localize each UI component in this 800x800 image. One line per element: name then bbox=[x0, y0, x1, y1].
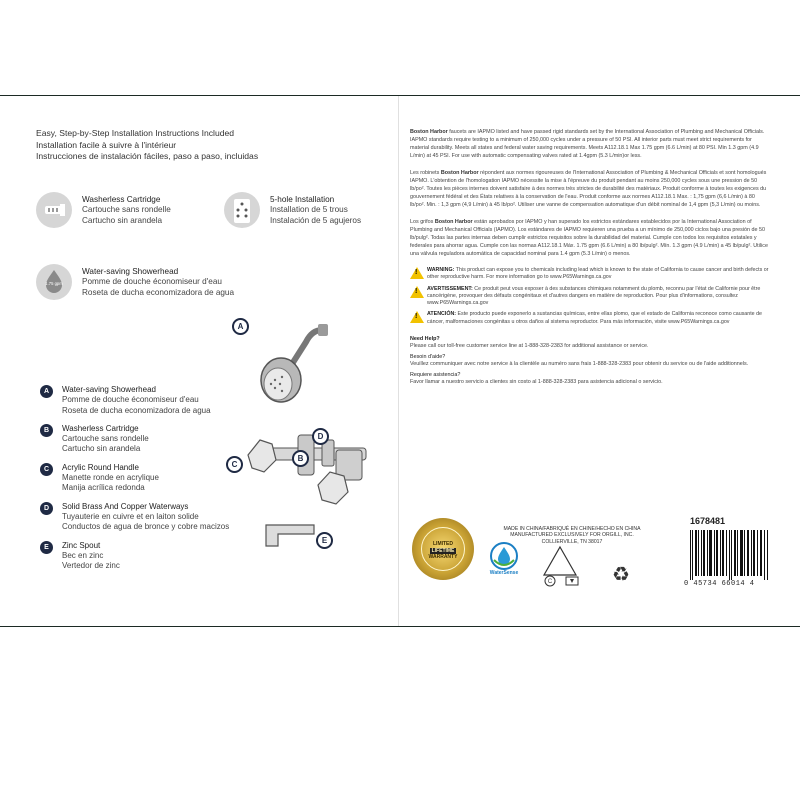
paragraph-text: répondent aux normes rigoureuses de l'International Association of Plumbing & Mechanical Officials et sont homologués IAPMO. L'obtention de l'homologation IAPMO nécessite la mise à l'épreuve du produit pendant au moins 250,000 cycles sous une pression de 50 lb/po². Toutes les pièces internes doivent satisfaire à des normes très strictes de durabilité des matériaux. Produit conforme à toutes les exigences du gouvernement fédéral et des États relatives à la conservation de l'eau. Produit conforme aux normes A112.18.1 Max. : 1,75 gpm (6,6 L/min) à 80 lb/po². Min. : 1,3 gpm (4,9 L/min) à 45 lb/po². Utiliser une vanne de compensation automatique d'un débit nominal de 1,4 gpm (5,3 L/min) ou moins. bbox=[410, 170, 767, 208]
warning-label: ATENCIÓN: bbox=[427, 311, 457, 318]
diagram-label-a: A bbox=[232, 318, 249, 335]
diagram-label-c: C bbox=[226, 456, 243, 473]
feature-es: Roseta de ducha economizadora de agua bbox=[82, 287, 235, 297]
help-question: Need Help? bbox=[410, 336, 440, 343]
barcode bbox=[690, 530, 770, 580]
parts-list bbox=[40, 385, 240, 579]
bottom-rule bbox=[0, 626, 800, 627]
warning-en bbox=[410, 267, 770, 282]
seal-top-text: LIMITED bbox=[433, 541, 453, 547]
badge-b: B bbox=[40, 424, 53, 437]
seal-bottom-text: WARRANTY bbox=[428, 554, 458, 560]
part-es: Manija acrílica redonda bbox=[62, 483, 145, 493]
feature-fr: Pomme de douche économiseur d'eau bbox=[82, 277, 222, 287]
list-item bbox=[40, 385, 240, 416]
feature-title: 5-hole Installation bbox=[270, 195, 335, 204]
help-answer: Veuillez communiquer avec notre service à la clientèle au numéro sans frais 1-888-328-2383 pour obtenir du service ou de l'aide additionnels. bbox=[410, 361, 749, 368]
list-item bbox=[40, 463, 240, 494]
part-es: Conductos de agua de bronce y cobre macizos bbox=[62, 522, 230, 532]
diagram-label-e: E bbox=[316, 532, 333, 549]
paragraph-en bbox=[410, 128, 770, 160]
part-title: Water-saving Showerhead bbox=[62, 385, 156, 394]
diagram-label-b: B bbox=[292, 450, 309, 467]
warning-icon: ! bbox=[410, 286, 424, 298]
warning-icon: ! bbox=[410, 311, 424, 323]
badge-c: C bbox=[40, 463, 53, 476]
paragraph-lead: Los grifos bbox=[410, 219, 435, 225]
lifetime-warranty-seal bbox=[412, 518, 474, 580]
city-text: COLLIERVILLE, TN 38017 bbox=[541, 538, 603, 545]
manufactured-text: MANUFACTURED EXCLUSIVELY FOR ORGILL, INC. bbox=[510, 532, 634, 539]
barcode-number: 0 45734 66014 4 bbox=[684, 580, 755, 588]
manufacturer-info bbox=[492, 526, 652, 545]
warning-label: AVERTISSEMENT: bbox=[427, 285, 473, 292]
recycle-icon: ♻ bbox=[612, 564, 630, 586]
warning-text: Este producto puede exponerlo a sustancias químicas, entre ellas plomo, que el estado de California reconoce como causante de cáncer, malformaciones congénitas u otros daños al sistema reproductor. Para más información, visite www.P65Warnings.ca.gov bbox=[427, 311, 762, 325]
seal-mid-text: LIFETIME bbox=[431, 547, 455, 554]
warning-text: This product can expose you to chemicals including lead which is known to the state of California to cause cancer and birth defects or other reproductive harm. For more information go to www.P65Warnings.ca.gov bbox=[427, 267, 769, 281]
part-es: Vertedor de zinc bbox=[62, 561, 120, 571]
top-rule bbox=[0, 95, 800, 96]
part-fr: Pomme de douche économiseur d'eau bbox=[62, 395, 199, 405]
watersense-logo bbox=[488, 540, 520, 582]
certification-marks bbox=[540, 545, 600, 587]
feature-title: Water-saving Showerhead bbox=[82, 267, 179, 276]
svg-text:C: C bbox=[547, 579, 553, 585]
water-drop-icon bbox=[36, 264, 72, 300]
part-title: Solid Brass And Copper Waterways bbox=[62, 501, 189, 511]
brand-name: Boston Harbor bbox=[440, 170, 479, 176]
warning-label: WARNING: bbox=[427, 267, 455, 273]
header-fr: Installation facile à suivre à l'intérieur bbox=[36, 139, 177, 150]
warning-fr bbox=[410, 286, 770, 308]
badge-a: A bbox=[40, 385, 53, 398]
five-hole-icon bbox=[224, 192, 260, 228]
part-fr: Tuyauterie en cuivre et en laiton solide bbox=[62, 511, 199, 521]
list-item bbox=[40, 424, 240, 455]
feature-fr: Cartouche sans rondelle bbox=[82, 205, 171, 215]
feature-title: Washerless Cartridge bbox=[82, 195, 161, 204]
paragraph-lead: Les robinets bbox=[410, 170, 441, 176]
list-item bbox=[40, 502, 240, 533]
diagram-label-d: D bbox=[312, 428, 329, 445]
help-question: Requiere asistencia? bbox=[410, 371, 461, 378]
faucet-illustration bbox=[226, 320, 376, 560]
part-title: Zinc Spout bbox=[62, 540, 101, 550]
paragraph-text: faucets are IAPMO listed and have passed rigid standards set by the International Association of Plumbing and Mechanical Officials. IAPMO standards require testing to a minimum of 250,000 cycles under a pressure of 50 PSI. All interior parts must meet strict requirements for material durability. Meets all states and federal water saving requirements. Meets A112.18.1 Max 1.75 gpm (6.6 L/min) at 80 PSI. Min 1.3 gpm (4.9 L/min) at 45 PSI. For use with automatic compensating valves rated at 1.4gpm (5.3 L/min)or less. bbox=[410, 129, 765, 159]
part-es: Roseta de ducha economizadora de agua bbox=[62, 405, 211, 415]
column-divider bbox=[398, 96, 399, 626]
made-in-text: MADE IN CHINA/FABRIQUÉ EN CHINE/HECHO EN CHINA bbox=[503, 526, 641, 532]
brand-name: Boston Harbor bbox=[410, 129, 448, 135]
paragraph-fr bbox=[410, 169, 770, 209]
faucet-diagram bbox=[226, 320, 376, 560]
product-info bbox=[410, 128, 770, 387]
badge-e: E bbox=[40, 541, 53, 554]
part-fr: Manette ronde en acrylique bbox=[62, 473, 159, 483]
warning-es bbox=[410, 311, 770, 326]
paragraph-text: están aprobados por IAPMO y han superado los estrictos estándares establecidos por la International Association of Plumbing and Mechanical Officials (IAPMO). Los estándares de IAPMO requieren una prueba a un mínimo de 250,000 ciclos bajo una presión de 50 lb/pulg². Todas las partes internas deben cumplir estrictos requisitos sobre la durabilidad del material. Cumple con todos los requisitos estatales y federales para ahorrar agua. Cumple con las normas A112.18.1 Máx. 1.75 gpm (6.6 L/min) a 80 lb/pulg². Mín. 1.3 gpm (4.9 L/min) a 45 lb/pulg². Utilice una válvula reguladora automática de capacidad nominal para 1.4 gpm (5.3 L/min) o menos. bbox=[410, 219, 768, 257]
part-fr: Bec en zinc bbox=[62, 550, 104, 560]
part-es: Cartucho sin arandela bbox=[62, 444, 141, 454]
warning-text: Ce produit peut vous exposer à des substances chimiques notamment du plomb, reconnu par l'état de Californie pour être cancérigène, provoquer des défauts congénitaux et d'autres dangers en matière de reproduction. Pour plus d'informations, consultez www.P65Warnings.ca.gov bbox=[427, 285, 761, 307]
help-answer: Favor llamar a nuestro servicio a clientes sin costo al 1-888-328-2383 para asistencia adicional o servicio. bbox=[410, 379, 663, 386]
warning-icon: ! bbox=[410, 267, 424, 279]
sku-number: 1678481 bbox=[690, 516, 726, 526]
feature-es: Cartucho sin arandela bbox=[82, 215, 163, 225]
part-title: Washerless Cartridge bbox=[62, 423, 139, 433]
part-fr: Cartouche sans rondelle bbox=[62, 434, 149, 444]
cartridge-icon bbox=[36, 192, 72, 228]
watersense-label: WaterSense bbox=[489, 570, 519, 576]
feature-fr: Installation de 5 trous bbox=[270, 205, 348, 215]
install-header bbox=[36, 128, 386, 163]
list-item bbox=[40, 541, 240, 572]
header-en: Easy, Step-by-Step Installation Instructions Included bbox=[36, 128, 235, 138]
brand-name: Boston Harbor bbox=[434, 219, 473, 225]
header-es: Instrucciones de instalación fáciles, paso a paso, incluidas bbox=[36, 151, 259, 162]
badge-d: D bbox=[40, 502, 53, 515]
feature-es: Instalación de 5 agujeros bbox=[270, 215, 362, 225]
help-answer: Please call our toll-free customer service line at 1-888-328-2383 for additional assistance or service. bbox=[410, 343, 649, 350]
part-title: Acrylic Round Handle bbox=[62, 462, 139, 472]
help-section bbox=[410, 336, 770, 386]
gpm-text: 1.75 gpm bbox=[45, 281, 63, 286]
paragraph-es bbox=[410, 218, 770, 258]
help-question: Besoin d'aide? bbox=[410, 353, 446, 360]
